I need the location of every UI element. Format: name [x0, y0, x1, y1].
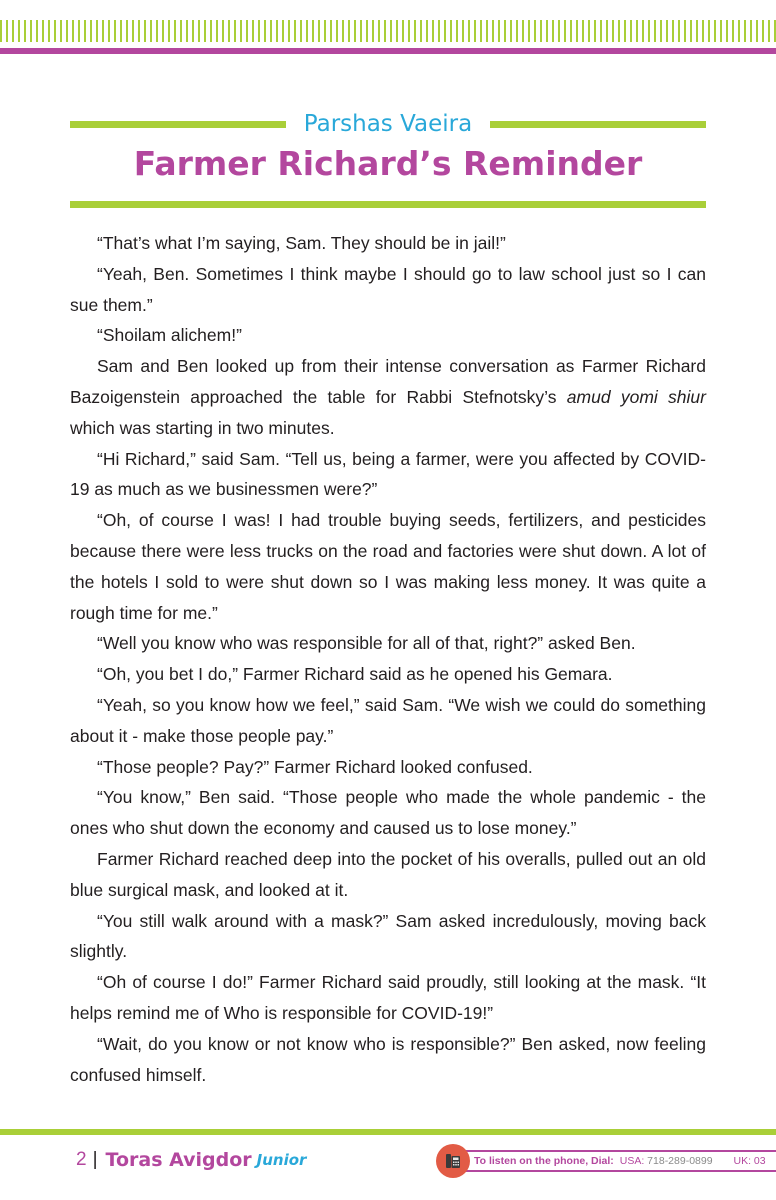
- footer-separator: |: [92, 1149, 98, 1170]
- top-tick-border: [0, 20, 776, 42]
- paragraph: “Shoilam alichem!”: [97, 325, 242, 346]
- paragraph: “Oh, of course I was! I had trouble buying seeds, fertilizers, and pesticides because there were less trucks on the road and factories were shut down. A lot of the hotels I sold to were shut down so I was making less money. It was quite a rough time for me.”: [70, 510, 706, 623]
- paragraph: “That’s what I’m saying, Sam. They should be in jail!”: [97, 233, 506, 253]
- paragraph: “You still walk around with a mask?” Sam asked incredulously, moving back slightly.: [70, 910, 706, 962]
- paragraph: “Wait, do you know or not know who is responsible?” Ben asked, now feeling confused himself.: [70, 1033, 706, 1085]
- paragraph: “Oh, you bet I do,” Farmer Richard said as he opened his Gemara.: [97, 664, 613, 685]
- page-number: 2: [76, 1149, 87, 1170]
- paragraph: Farmer Richard reached deep into the pocket of his overalls, pulled out an old blue surgical mask, and looked at it.: [70, 848, 706, 900]
- parsha-subtitle: Parshas Vaeira: [303, 111, 473, 137]
- story-title: Farmer Richard’s Reminder: [133, 144, 643, 183]
- italic-term: amud yomi shiur: [566, 386, 706, 407]
- paragraph: “Those people? Pay?” Farmer Richard looked confused.: [97, 756, 533, 777]
- brand-suffix: Junior: [256, 1151, 307, 1169]
- paragraph: “Yeah, Ben. Sometimes I think maybe I should go to law school just so I can sue them.”: [70, 263, 706, 315]
- paragraph: “Hi Richard,” said Sam. “Tell us, being a farmer, were you affected by COVID-19 as much as we businessmen were?”: [70, 448, 706, 500]
- subtitle-row: [70, 108, 706, 140]
- paragraph: “Oh of course I do!” Farmer Richard said proudly, still looking at the mask. “It helps remind me of Who is responsible for COVID-19!”: [70, 972, 706, 1023]
- paragraph: “You know,” Ben said. “Those people who made the whole pandemic - the ones who shut down the economy and caused us to lose money.”: [70, 787, 706, 839]
- telephone-icon: [436, 1144, 470, 1178]
- phone-text: [474, 1155, 766, 1167]
- paragraph-text: Sam and Ben looked up from their intense conversation as Farmer Richard Bazoigenstein approached the table for Rabbi Stefnotsky’s: [70, 356, 706, 407]
- usa-number: 718-289-0899: [647, 1155, 713, 1167]
- top-divider: [0, 48, 776, 54]
- footer-divider: [0, 1129, 776, 1135]
- telephone-glyph: [443, 1151, 463, 1171]
- subtitle-bar-left: [70, 121, 286, 128]
- paragraph: “Well you know who was responsible for all of that, right?” asked Ben.: [97, 633, 636, 654]
- usa-label: USA:: [619, 1155, 645, 1167]
- subtitle-bar-right: [490, 121, 706, 128]
- story-body: [70, 228, 706, 1090]
- paragraph: [70, 351, 706, 443]
- footer-brand: [76, 1146, 306, 1174]
- title-underline: [70, 201, 706, 208]
- paragraph-text: which was starting in two minutes.: [70, 417, 335, 438]
- brand-name: Toras Avigdor: [105, 1149, 252, 1171]
- phone-label: To listen on the phone, Dial:: [474, 1155, 614, 1167]
- uk-phone: UK: 03: [733, 1155, 766, 1167]
- phone-info-strip: [452, 1150, 776, 1172]
- usa-phone: [620, 1155, 713, 1167]
- paragraph: “Yeah, so you know how we feel,” said Sam. “We wish we could do something about it - make those people pay.”: [70, 694, 706, 746]
